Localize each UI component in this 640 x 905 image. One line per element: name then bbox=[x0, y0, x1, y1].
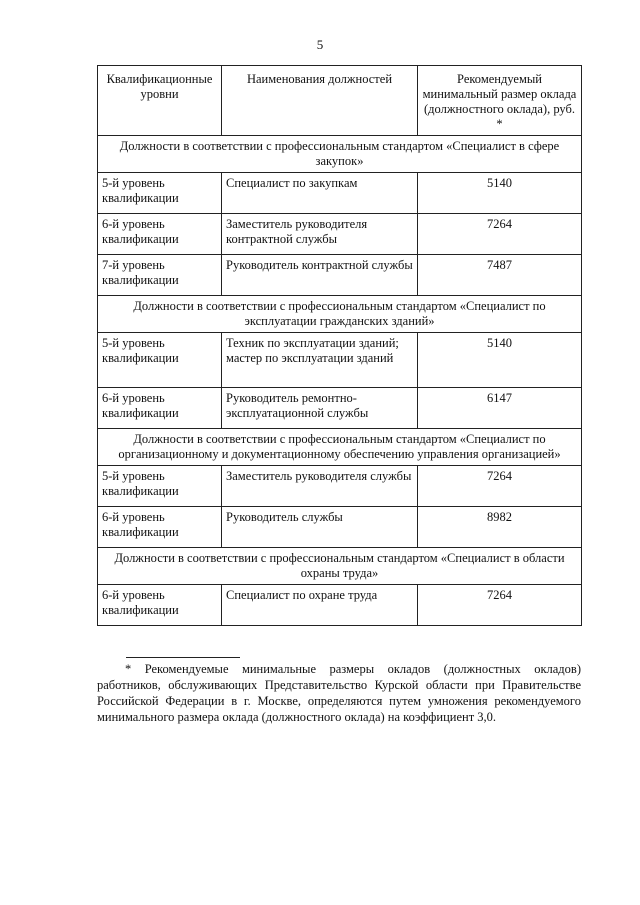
position-name: Техник по эксплуатации зданий; мастер по эксплуатации зданий bbox=[222, 333, 418, 388]
salary-value: 5140 bbox=[418, 173, 582, 214]
section-title: Должности в соответствии с профессиональным стандартом «Специалист в сфере закупок» bbox=[98, 136, 582, 173]
table-row bbox=[98, 214, 582, 255]
salary-value: 7264 bbox=[418, 585, 582, 626]
header-minimum-salary: Рекомендуемый минимальный размер оклада (должностного оклада), руб. * bbox=[418, 66, 582, 136]
salary-value: 6147 bbox=[418, 388, 582, 429]
position-name: Специалист по охране труда bbox=[222, 585, 418, 626]
position-name: Руководитель контрактной службы bbox=[222, 255, 418, 296]
table-row bbox=[98, 585, 582, 626]
section-row bbox=[98, 296, 582, 333]
footnote-divider bbox=[126, 657, 240, 658]
salary-value: 8982 bbox=[418, 507, 582, 548]
position-name: Руководитель службы bbox=[222, 507, 418, 548]
qualification-level: 6-й уровень квалификации bbox=[98, 507, 222, 548]
page-number: 5 bbox=[316, 37, 324, 52]
salary-value: 7487 bbox=[418, 255, 582, 296]
section-title: Должности в соответствии с профессиональным стандартом «Специалист в области охраны труда» bbox=[98, 548, 582, 585]
position-name: Заместитель руководителя контрактной службы bbox=[222, 214, 418, 255]
table-header-row bbox=[98, 66, 582, 136]
header-position-names: Наименования должностей bbox=[222, 66, 418, 136]
qualification-level: 5-й уровень квалификации bbox=[98, 466, 222, 507]
section-title: Должности в соответствии с профессиональным стандартом «Специалист по эксплуатации гражданских зданий» bbox=[98, 296, 582, 333]
section-row bbox=[98, 548, 582, 585]
salary-value: 7264 bbox=[418, 466, 582, 507]
table-row bbox=[98, 507, 582, 548]
salary-table bbox=[97, 65, 582, 626]
qualification-level: 6-й уровень квалификации bbox=[98, 585, 222, 626]
qualification-level: 6-й уровень квалификации bbox=[98, 214, 222, 255]
section-row bbox=[98, 429, 582, 466]
qualification-level: 5-й уровень квалификации bbox=[98, 173, 222, 214]
section-title: Должности в соответствии с профессиональным стандартом «Специалист по организационному и документационному обеспечению управления организацией» bbox=[98, 429, 582, 466]
qualification-level: 6-й уровень квалификации bbox=[98, 388, 222, 429]
footnote-text: * Рекомендуемые минимальные размеры окладов (должностных окладов) работников, обслуживающих Представительство Курской области при Правительстве Российской Федерации в г. Москве, определяются путем умножения рекомендуемого минимального размера оклада (должностного оклада) на коэффициент 3,0. bbox=[97, 662, 581, 724]
table-row bbox=[98, 255, 582, 296]
table-row bbox=[98, 388, 582, 429]
position-name: Руководитель ремонтно-эксплуатационной службы bbox=[222, 388, 418, 429]
position-name: Специалист по закупкам bbox=[222, 173, 418, 214]
qualification-level: 5-й уровень квалификации bbox=[98, 333, 222, 388]
table-row bbox=[98, 466, 582, 507]
footnote bbox=[97, 661, 581, 725]
salary-value: 5140 bbox=[418, 333, 582, 388]
position-name: Заместитель руководителя службы bbox=[222, 466, 418, 507]
qualification-level: 7-й уровень квалификации bbox=[98, 255, 222, 296]
salary-value: 7264 bbox=[418, 214, 582, 255]
section-row bbox=[98, 136, 582, 173]
header-qualification-levels: Квалификационные уровни bbox=[98, 66, 222, 136]
table-row bbox=[98, 333, 582, 388]
table-row bbox=[98, 173, 582, 214]
